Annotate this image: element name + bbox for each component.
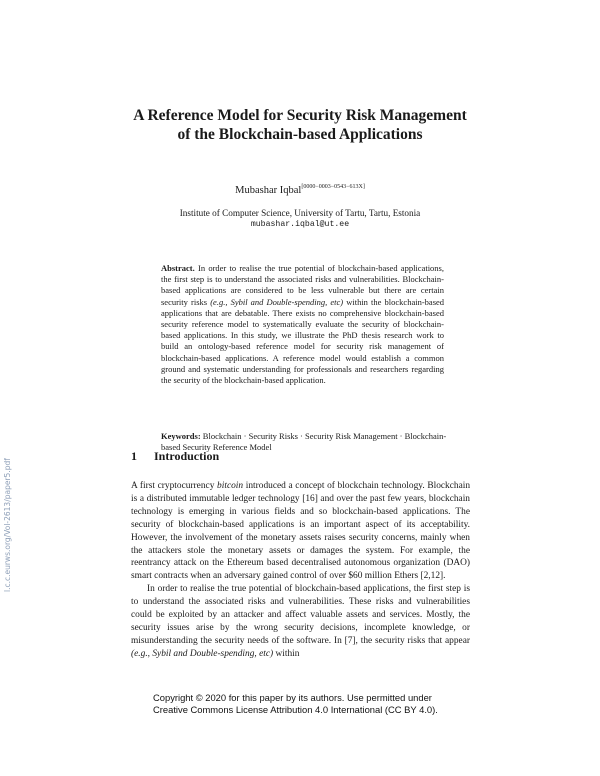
abstract-text-1: In order to realise the true potential of blockchain-based applications, the first step is to understand the associated risks and vulnerabilities. Blockchain-based applications are considered to be less vulnerable but there are certain security risks: [161, 263, 444, 307]
abstract-text-2: within the blockchain-based applications that are debatable. There exists no comprehensive blockchain-based security reference model to systematically evaluate the security of blockchain-based applications. In this study, we illustrate the PhD thesis research work to build an ontology-based reference model for security risk management of blockchain-based applications. A reference model would establish a common ground and systematic understanding for professionals and researchers regarding the security of the blockchain-based application.: [161, 296, 445, 386]
paragraph-1: [131, 480, 470, 583]
keywords-text: Blockchain · Security Risks · Security Risk Management · Blockchain-based Security Reference Model: [161, 431, 447, 453]
side-watermark: l.c.c.eurws.org/Vol-2613/paper5.pdf: [3, 458, 12, 592]
p2-text-b: within: [275, 648, 300, 659]
author-name: Mubashar Iqbal: [235, 185, 302, 196]
abstract-italic-1: (e.g., Sybil and Double-spending, etc): [210, 296, 344, 307]
author-orcid[interactable]: [0000−0003−0543−613X]: [301, 184, 365, 190]
copyright-line-2: Creative Commons License Attribution 4.0 International (CC BY 4.0).: [153, 704, 438, 715]
author-email[interactable]: mubashar.iqbal@ut.ee: [250, 220, 350, 229]
p2-text-a: In order to realise the true potential of blockchain-based applications, the first step is to understand the associated risks and vulnerabilities. These risks and vulnerabilities could be exploited by an attacker and affect valuable assets and services. Mostly, the security issues arise by the wrong security decisions, incomplete knowledge, or misunderstanding the security needs of the software. In [7], the security risks that appear: [131, 584, 470, 646]
p2-italic: (e.g., Sybil and Double-spending, etc): [131, 648, 274, 659]
p1-italic: bitcoin: [217, 481, 244, 491]
abstract-label: Abstract.: [161, 263, 195, 273]
section-number: 1: [131, 449, 137, 463]
abstract: [161, 263, 444, 386]
paper-title: A Reference Model for Security Risk Management of the Blockchain-based Applications: [133, 107, 467, 143]
section-title: Introduction: [154, 449, 220, 463]
section-heading: [131, 449, 219, 463]
copyright-line-1: Copyright © 2020 for this paper by its authors. Use permitted under: [153, 692, 432, 703]
body-text: [131, 480, 470, 661]
affiliation-block: [130, 207, 470, 231]
p1-text-b: introduced a concept of blockchain technology. Blockchain is a distributed immutable ledger technology [16] and over the past few years, blockchain technology is emerging in various fields and so blockchain-based applications. The security of blockchain-based applications is an important aspect of its acceptability. However, the involvement of the monetary assets raises security concerns, mainly when the attackers stole the monetary assets or damages the system. For example, the reentrancy attack on the Ethereum based decentralised autonomous organization (DAO) smart contracts when an adversary gained control of over $60 million Ethers [2,12].: [131, 481, 471, 582]
copyright-notice: [153, 692, 453, 716]
affiliation: Institute of Computer Science, University of Tartu, Tartu, Estonia: [179, 208, 421, 218]
p1-text-a: A first cryptocurrency: [131, 481, 215, 491]
paragraph-2: [131, 583, 470, 660]
author-line: [130, 181, 470, 197]
keywords-label: Keywords:: [161, 431, 201, 441]
